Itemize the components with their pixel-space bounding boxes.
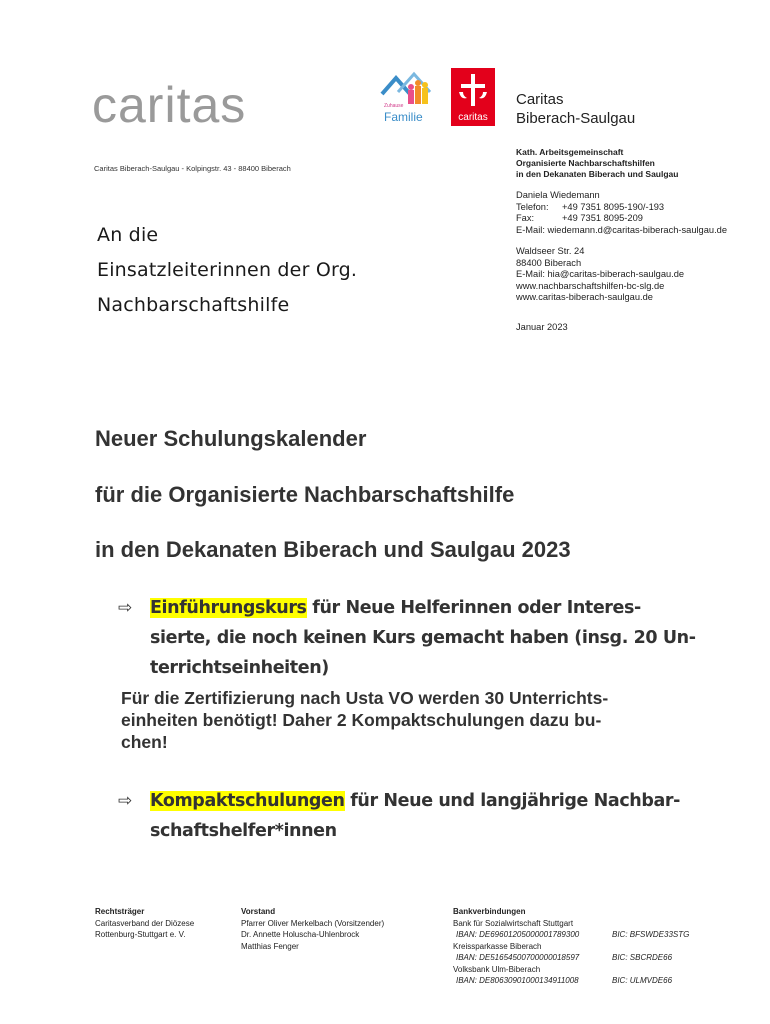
bullet-compact-courses <box>118 786 708 846</box>
organization-name <box>516 90 635 128</box>
note-line-2: einheiten benötigt! Daher 2 Kompaktschulungen dazu bu- <box>121 710 602 730</box>
footer-legal-entity-line-1: Caritasverband der Diözese <box>95 918 195 928</box>
bank-3-account: IBAN: DE80630901000134911008 BIC: ULMVDE66 <box>456 976 673 985</box>
footer-bank-details <box>453 906 689 987</box>
contact-name: Daniela Wiedemann <box>516 190 600 200</box>
org-line-1: Caritas <box>516 91 564 108</box>
caritas-wordmark: caritas <box>92 77 247 133</box>
highlight-compact-courses: Kompaktschulungen <box>150 791 345 811</box>
recipient-block <box>97 218 357 323</box>
sender-return-address: Caritas Biberach-Saulgau - Kolpingstr. 43 - 88400 Biberach <box>94 164 291 173</box>
recipient-line-3: Nachbarschaftshilfe <box>97 294 290 316</box>
footer-board-member-1: Pfarrer Oliver Merkelbach (Vorsitzender) <box>241 918 385 928</box>
arrow-right-icon: ⇨ <box>118 791 133 811</box>
arrow-right-icon: ⇨ <box>118 598 133 618</box>
caritas-logo <box>451 68 495 126</box>
contact-email-link[interactable]: wiedemann.d@caritas-biberach-saulgau.de <box>547 224 727 235</box>
note-line-1: Für die Zertifizierung nach Usta VO werden 30 Unterrichts- <box>121 688 609 708</box>
footer-legal-entity-heading: Rechtsträger <box>95 907 145 916</box>
address-website-2[interactable]: www.caritas-biberach-saulgau.de <box>516 292 653 302</box>
org-line-2: Biberach-Saulgau <box>516 110 636 127</box>
bank-2-account: IBAN: DE51654500700000018597 BIC: SBCRDE66 <box>456 953 673 962</box>
bank-2-name: Kreissparkasse Biberach <box>453 941 542 951</box>
recipient-line-1: An die <box>97 224 159 246</box>
headline-line-1: Neuer Schulungskalender <box>95 426 367 451</box>
footer-board-member-3: Matthias Fenger <box>241 941 299 951</box>
bullet-compact-line-1: Kompaktschulungen für Neue und langjährige Nachbar- <box>150 791 680 811</box>
footer-board <box>241 906 384 952</box>
familie-logo-text: Familie <box>384 110 423 124</box>
address-city: 88400 Biberach <box>516 257 582 268</box>
contact-email: E-Mail: wiedemann.d@caritas-biberach-saulgau.de <box>516 224 727 235</box>
caritas-logo-label: caritas <box>458 112 488 123</box>
footer-legal-entity-line-2: Rottenburg-Stuttgart e. V. <box>95 930 186 939</box>
footer-bank-heading: Bankverbindungen <box>453 907 526 916</box>
certification-note <box>121 687 681 753</box>
bullet-intro-line-2: sierte, die noch keinen Kurs gemacht haben (insg. 20 Un- <box>150 628 696 648</box>
recipient-line-2: Einsatzleiterinnen der Org. <box>97 259 358 281</box>
bank-3-name: Volksbank Ulm-Biberach <box>453 964 541 974</box>
bank-1-account: IBAN: DE69601205000001789300 BIC: BFSWDE33STG <box>456 930 690 939</box>
highlight-intro-course: Einführungskurs <box>150 598 307 618</box>
address-street: Waldseer Str. 24 <box>516 246 585 256</box>
footer-board-heading: Vorstand <box>241 907 276 916</box>
familie-logo-small-text: Zuhause <box>384 103 404 109</box>
bullet-intro-line-3: terrichtseinheiten) <box>150 658 329 678</box>
office-address-block <box>516 246 684 304</box>
contact-fax: Fax: +49 7351 8095-209 <box>516 213 643 223</box>
address-website-1[interactable]: www.nachbarschaftshilfen-bc-slg.de <box>516 280 665 291</box>
working-group-block <box>516 147 678 180</box>
note-line-3: chen! <box>121 732 168 752</box>
contact-block <box>516 190 727 236</box>
caritas-flame-cross-icon <box>451 68 495 112</box>
letter-date: Januar 2023 <box>516 322 568 332</box>
bullet-intro-course <box>118 593 708 683</box>
contact-phone: Telefon: +49 7351 8095-190/-193 <box>516 201 665 212</box>
headline-line-3: in den Dekanaten Biberach und Saulgau 2023 <box>95 537 571 562</box>
bullet-compact-line-2: schaftshelfer*innen <box>150 821 337 841</box>
footer-legal-entity <box>95 906 194 941</box>
address-email[interactable]: E-Mail: hia@caritas-biberach-saulgau.de <box>516 269 685 279</box>
bank-1-name: Bank für Sozialwirtschaft Stuttgart <box>453 918 574 928</box>
working-group-line-2: Organisierte Nachbarschaftshilfen <box>516 158 655 168</box>
bullet-intro-line-1: Einführungskurs für Neue Helferinnen oder Interes- <box>150 598 641 618</box>
working-group-line-1: Kath. Arbeitsgemeinschaft <box>516 147 624 157</box>
footer-board-member-2: Dr. Annette Holuscha-Uhlenbrock <box>241 930 360 939</box>
working-group-line-3: in den Dekanaten Biberach und Saulgau <box>516 169 679 179</box>
headline-line-2: für die Organisierte Nachbarschaftshilfe <box>95 482 515 507</box>
